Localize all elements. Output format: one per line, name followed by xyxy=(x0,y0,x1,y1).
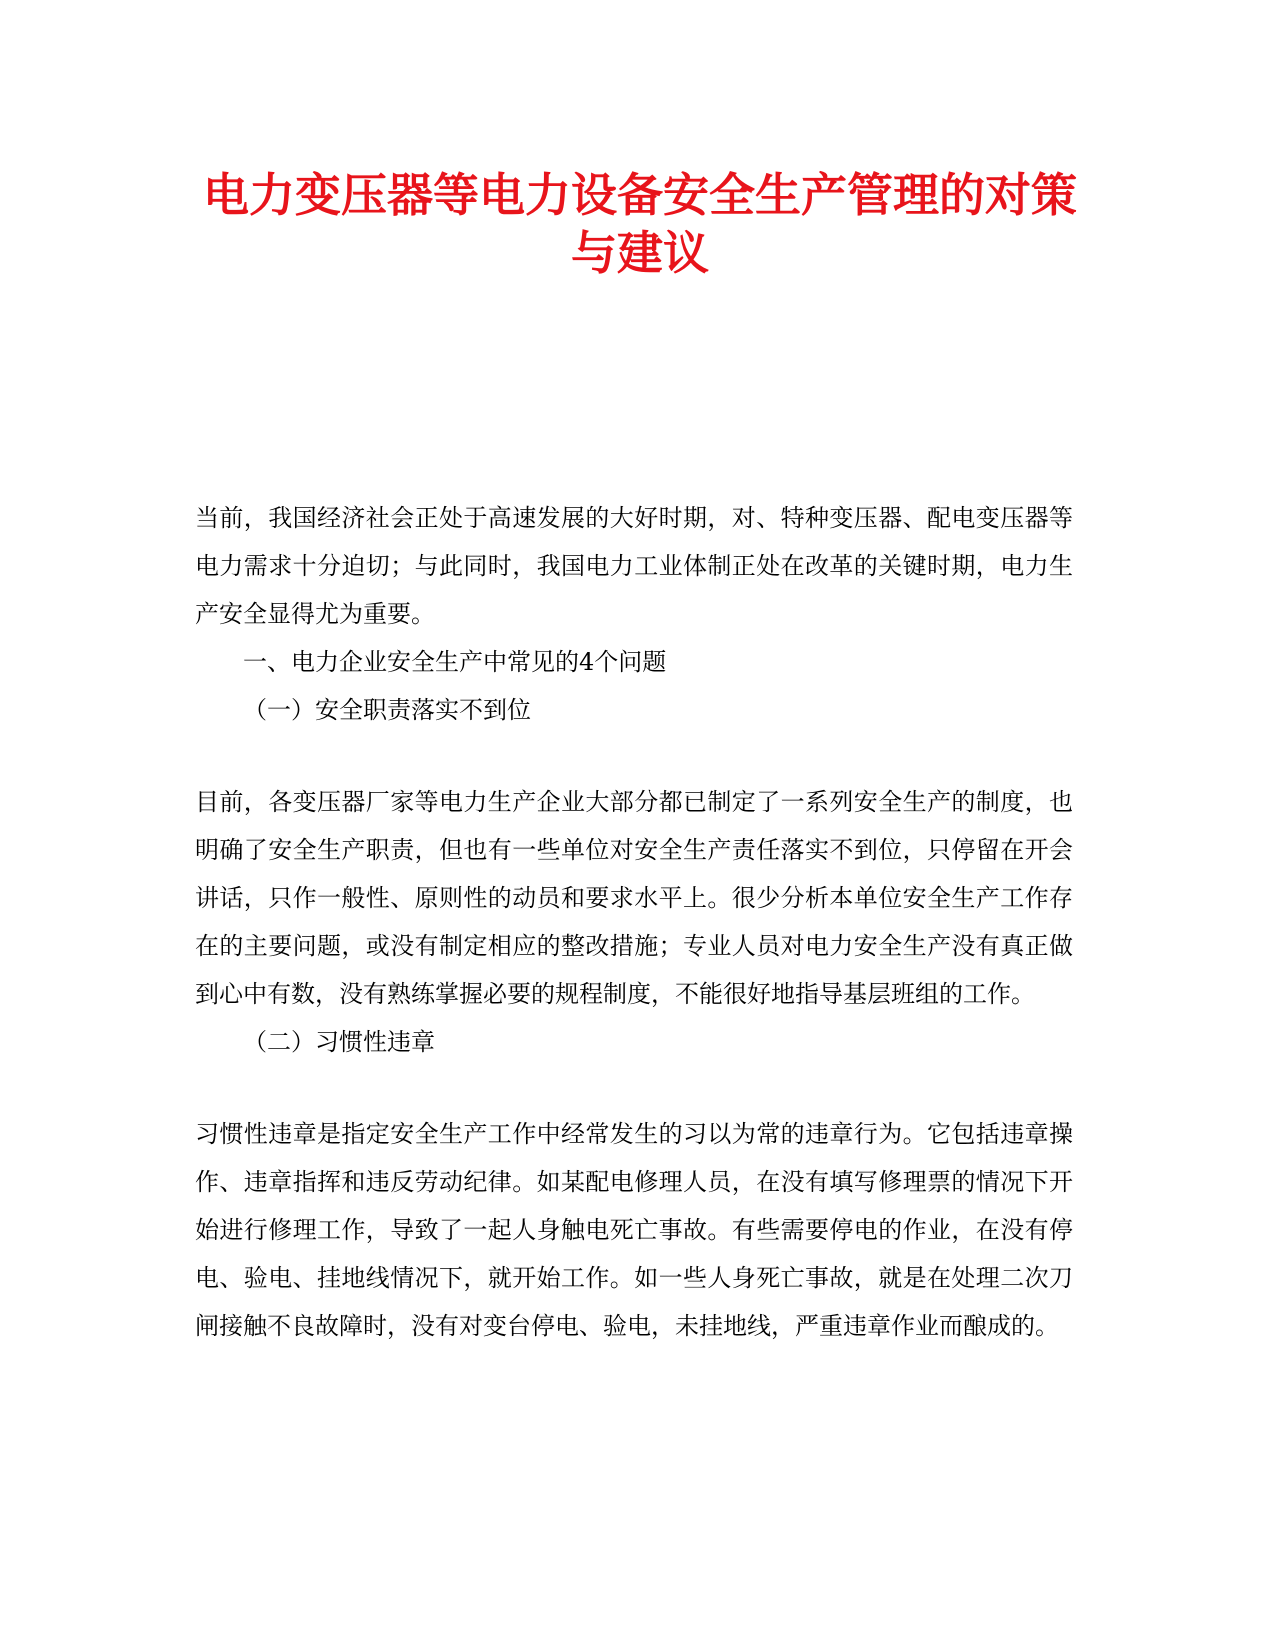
title-line-1: 电力变压器等电力设备安全生产管理的对策 xyxy=(203,168,1077,222)
subsection-heading-2: （二）习惯性违章 xyxy=(243,1028,435,1056)
document-title xyxy=(190,166,1090,282)
section-heading-1: 一、电力企业安全生产中常见的4个问题 xyxy=(243,648,667,676)
intro-paragraph: 当前，我国经济社会正处于高速发展的大好时期，对、特种变压器、配电变压器等电力需求十分迫切；与此同时，我国电力工业体制正处在改革的关键时期，电力生产安全显得尤为重要。 xyxy=(195,504,1073,628)
title-line-2: 与建议 xyxy=(571,226,709,280)
body-paragraph-1: 目前，各变压器厂家等电力生产企业大部分都已制定了一系列安全生产的制度，也明确了安全生产职责，但也有一些单位对安全生产责任落实不到位，只停留在开会讲话，只作一般性、原则性的动员和要求水平上。很少分析本单位安全生产工作存在的主要问题，或没有制定相应的整改措施；专业人员对电力安全生产没有真正做到心中有数，没有熟练掌握必要的规程制度，不能很好地指导基层班组的工作。 xyxy=(195,788,1073,1008)
body-paragraph-2: 习惯性违章是指定安全生产工作中经常发生的习以为常的违章行为。它包括违章操作、违章指挥和违反劳动纪律。如某配电修理人员，在没有填写修理票的情况下开始进行修理工作，导致了一起人身触电死亡事故。有些需要停电的作业，在没有停电、验电、挂地线情况下，就开始工作。如一些人身死亡事故，就是在处理二次刀闸接触不良故障时，没有对变台停电、验电，未挂地线，严重违章作业而酿成的。 xyxy=(195,1120,1073,1340)
document-body xyxy=(195,494,1073,1350)
subsection-heading-1: （一）安全职责落实不到位 xyxy=(243,696,531,724)
